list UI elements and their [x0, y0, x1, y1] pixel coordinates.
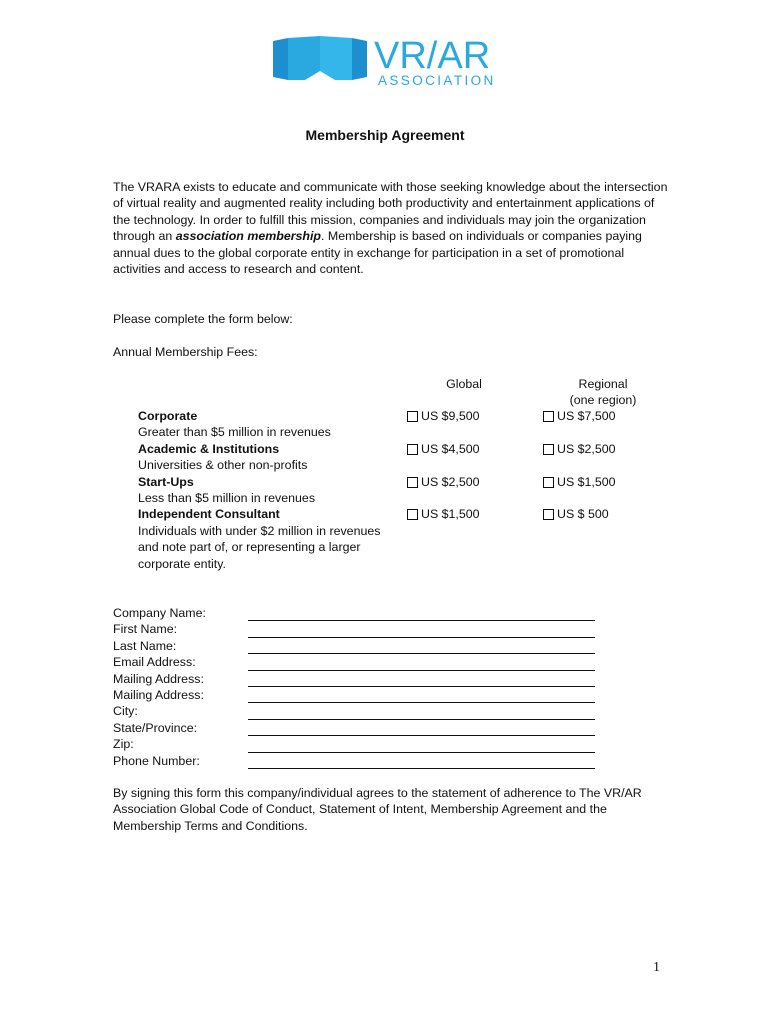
company-name-input[interactable] [248, 607, 595, 621]
first-name-input[interactable] [248, 624, 595, 638]
checkbox[interactable] [543, 477, 554, 488]
tier-desc: Greater than $5 million in revenues [138, 425, 331, 440]
checkbox[interactable] [543, 444, 554, 455]
membership-tiers [138, 408, 398, 572]
logo-text-vrar: VR/AR [374, 35, 491, 77]
mailing-address-2-input[interactable] [248, 689, 595, 703]
option-academic-regional[interactable]: US $2,500 [543, 441, 616, 457]
option-corporate-regional[interactable]: US $7,500 [543, 408, 616, 424]
option-startup-global[interactable]: US $2,500 [407, 474, 480, 490]
checkbox[interactable] [407, 509, 418, 520]
tier-name: Independent Consultant [138, 507, 280, 522]
field-state: State/Province: [113, 720, 595, 736]
last-name-input[interactable] [248, 640, 595, 654]
zip-input[interactable] [248, 739, 595, 753]
field-city: City: [113, 703, 595, 719]
option-corporate-global[interactable]: US $9,500 [407, 408, 480, 424]
page-number: 1 [653, 960, 660, 975]
intro-paragraph: The VRARA exists to educate and communicate with those seeking knowledge about the intersection of virtual reality and augmented reality including both productivity and entertainment applications of the technology. In order to fulfill this mission, companies and individuals may join the organization through an association membership. Membership is based on individuals or companies paying annual dues to the global corporate entity in exchange for participation in a set of promotional activities and access to research and content. [113, 180, 668, 277]
checkbox[interactable] [407, 411, 418, 422]
tier-desc: Individuals with under $2 million in revenues and note part of, or representing a larger corporate entity. [138, 523, 381, 571]
tier-name: Corporate [138, 409, 198, 423]
tier-desc: Universities & other non-profits [138, 458, 308, 473]
column-header-global: Global [446, 377, 482, 391]
tier-name: Academic & Institutions [138, 441, 280, 456]
field-last-name: Last Name: [113, 638, 595, 654]
checkbox[interactable] [407, 477, 418, 488]
field-mailing-address-2: Mailing Address: [113, 687, 595, 703]
checkbox[interactable] [543, 509, 554, 520]
tier-name: Start-Ups [138, 474, 194, 489]
field-mailing-address-1: Mailing Address: [113, 671, 595, 687]
vrar-logo [270, 33, 510, 87]
field-email: Email Address: [113, 654, 595, 670]
option-startup-regional[interactable]: US $1,500 [543, 474, 616, 490]
phone-input[interactable] [248, 755, 595, 769]
headset-icon [273, 36, 367, 80]
mailing-address-1-input[interactable] [248, 673, 595, 687]
city-input[interactable] [248, 706, 595, 720]
field-first-name: First Name: [113, 621, 595, 637]
page-title: Membership Agreement [305, 127, 465, 143]
contact-fields [113, 605, 595, 769]
option-consultant-global[interactable]: US $1,500 [407, 506, 480, 522]
option-consultant-regional[interactable]: US $ 500 [543, 506, 609, 522]
email-input[interactable] [248, 657, 595, 671]
fees-label: Annual Membership Fees: [113, 345, 258, 359]
state-input[interactable] [248, 722, 595, 736]
field-phone: Phone Number: [113, 753, 595, 769]
option-academic-global[interactable]: US $4,500 [407, 441, 480, 457]
closing-statement: By signing this form this company/individual agrees to the statement of adherence to The VR/AR Association Global Code of Conduct, Statement of Intent, Membership Agreement and the Membership Terms and Conditions. [113, 786, 642, 833]
field-company-name: Company Name: [113, 605, 595, 621]
column-header-regional: Regional (one region) [569, 377, 637, 408]
checkbox[interactable] [543, 411, 554, 422]
intro-emphasis: association membership [175, 229, 321, 244]
logo-text-association: ASSOCIATION [378, 73, 496, 87]
field-zip: Zip: [113, 736, 595, 752]
form-instruction: Please complete the form below: [113, 312, 293, 326]
checkbox[interactable] [407, 444, 418, 455]
tier-desc: Less than $5 million in revenues [138, 491, 316, 506]
